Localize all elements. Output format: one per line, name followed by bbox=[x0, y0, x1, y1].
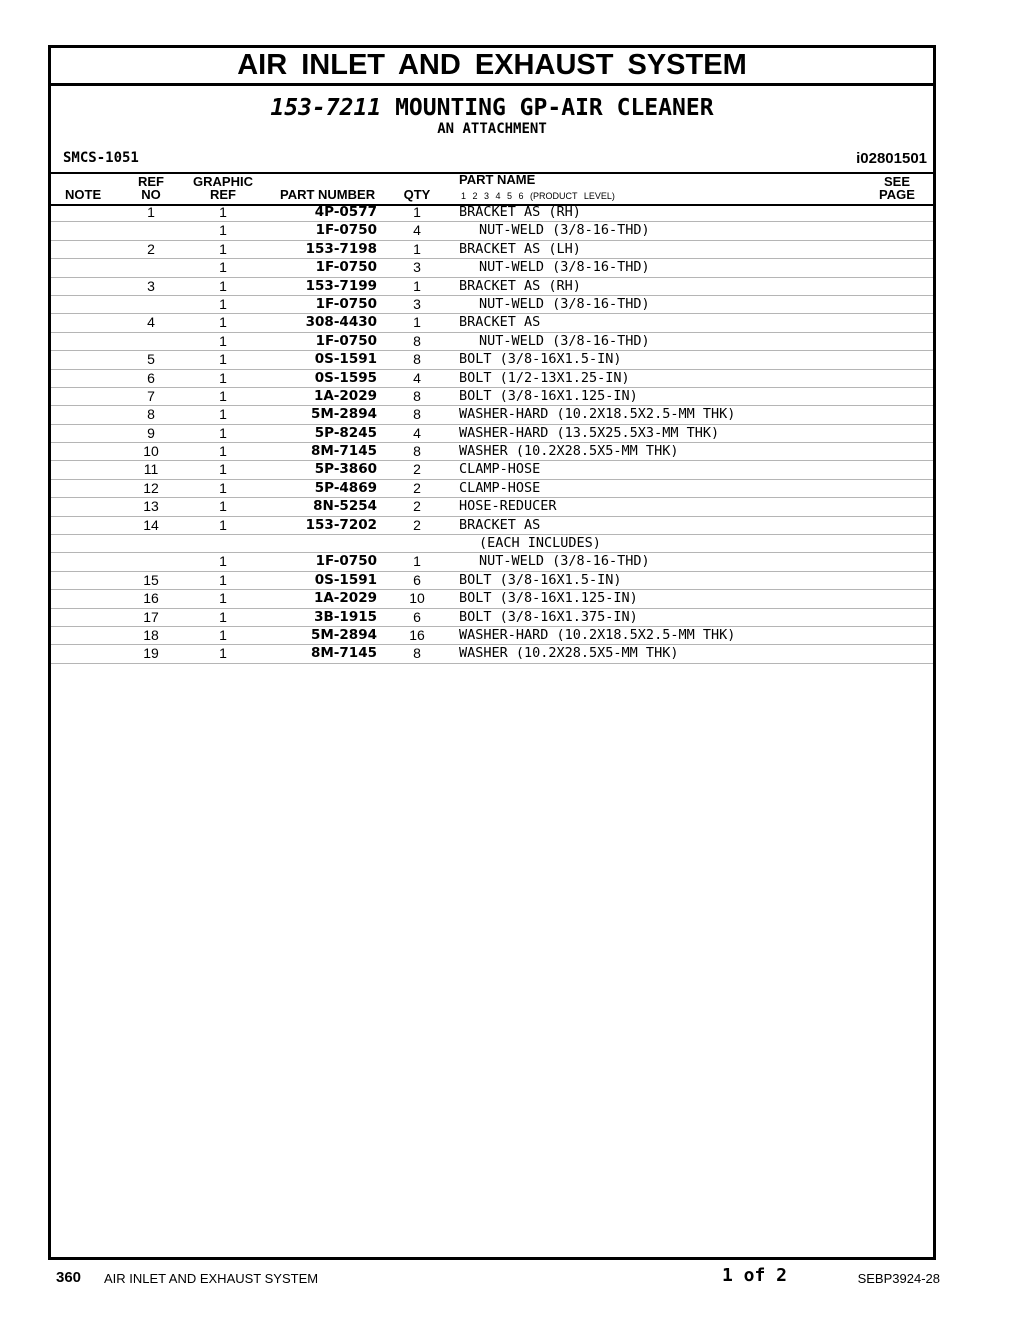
group-name: MOUNTING GP-AIR CLEANER bbox=[395, 95, 714, 121]
part-number: 1F-0750 bbox=[315, 222, 377, 239]
part-name: BOLT (1/2-13X1.25-IN) bbox=[459, 369, 630, 386]
part-number: 1F-0750 bbox=[315, 295, 377, 312]
quantity: 10 bbox=[409, 590, 425, 607]
part-number: 1F-0750 bbox=[315, 259, 377, 276]
attachment-label: AN ATTACHMENT bbox=[437, 121, 547, 137]
graphic-ref: 1 bbox=[219, 295, 227, 312]
part-number: 8N-5254 bbox=[313, 498, 377, 515]
graphic-ref: 1 bbox=[219, 240, 227, 257]
graphic-ref: 1 bbox=[219, 498, 227, 515]
part-number: 8M-7145 bbox=[310, 443, 377, 460]
quantity: 4 bbox=[413, 222, 421, 239]
page-frame bbox=[48, 45, 936, 1260]
header-part-number: PART NUMBER bbox=[280, 187, 376, 202]
table-row bbox=[51, 517, 933, 535]
graphic-ref: 1 bbox=[219, 461, 227, 478]
part-name: BRACKET AS bbox=[459, 516, 541, 533]
part-number: 5M-2894 bbox=[310, 406, 377, 423]
header-part-name: PART NAME bbox=[459, 172, 536, 187]
graphic-ref: 1 bbox=[219, 424, 227, 441]
ref-no: 19 bbox=[143, 645, 159, 662]
part-number: 4P-0577 bbox=[314, 204, 377, 220]
part-number: 308-4430 bbox=[305, 314, 377, 331]
ref-no: 8 bbox=[147, 406, 155, 423]
quantity: 6 bbox=[413, 571, 421, 588]
part-number: 0S-1595 bbox=[314, 369, 377, 386]
part-number: 153-7202 bbox=[305, 516, 377, 533]
illustration-id: i02801501 bbox=[856, 150, 927, 167]
ref-no: 3 bbox=[147, 277, 155, 294]
graphic-ref: 1 bbox=[219, 608, 227, 625]
part-name: BRACKET AS (LH) bbox=[459, 240, 581, 257]
parts-table-body bbox=[51, 204, 933, 664]
part-name: NUT-WELD (3/8-16-THD) bbox=[479, 222, 650, 239]
section-title: AIR INLET AND EXHAUST SYSTEM bbox=[51, 48, 933, 86]
part-name: WASHER (10.2X28.5X5-MM THK) bbox=[459, 443, 679, 460]
ref-no: 9 bbox=[147, 424, 155, 441]
table-row bbox=[51, 572, 933, 590]
quantity: 3 bbox=[413, 295, 421, 312]
header-ref-bottom: NO bbox=[141, 187, 161, 202]
ref-no: 18 bbox=[143, 626, 159, 643]
table-row bbox=[51, 406, 933, 424]
table-row bbox=[51, 609, 933, 627]
ref-no: 16 bbox=[143, 590, 159, 607]
table-row bbox=[51, 222, 933, 240]
table-row bbox=[51, 314, 933, 332]
part-name: NUT-WELD (3/8-16-THD) bbox=[479, 295, 650, 312]
part-number: 1A-2029 bbox=[313, 590, 377, 607]
table-row bbox=[51, 388, 933, 406]
graphic-ref: 1 bbox=[219, 277, 227, 294]
quantity: 8 bbox=[413, 645, 421, 662]
part-name: HOSE-REDUCER bbox=[459, 498, 557, 515]
part-name: BOLT (3/8-16X1.125-IN) bbox=[459, 590, 638, 607]
table-row bbox=[51, 498, 933, 516]
page-footer bbox=[56, 1262, 940, 1286]
part-number: 1F-0750 bbox=[315, 332, 377, 349]
part-number: 5M-2894 bbox=[310, 626, 377, 643]
part-name: BRACKET AS (RH) bbox=[459, 277, 581, 294]
table-row bbox=[51, 425, 933, 443]
graphic-ref: 1 bbox=[219, 479, 227, 496]
table-row bbox=[51, 278, 933, 296]
ref-no: 2 bbox=[147, 240, 155, 257]
header-ref-top: REF bbox=[138, 174, 164, 189]
ref-no: 5 bbox=[147, 351, 155, 368]
graphic-ref: 1 bbox=[219, 516, 227, 533]
part-name: BOLT (3/8-16X1.375-IN) bbox=[459, 608, 638, 625]
quantity: 3 bbox=[413, 259, 421, 276]
graphic-ref: 1 bbox=[219, 259, 227, 276]
quantity: 8 bbox=[413, 387, 421, 404]
table-row bbox=[51, 480, 933, 498]
part-number: 0S-1591 bbox=[314, 571, 377, 588]
quantity: 1 bbox=[413, 277, 421, 294]
part-number: 8M-7145 bbox=[310, 645, 377, 662]
footer-title: AIR INLET AND EXHAUST SYSTEM bbox=[104, 1271, 319, 1286]
part-name: NUT-WELD (3/8-16-THD) bbox=[479, 259, 650, 276]
part-name: (EACH INCLUDES) bbox=[479, 535, 601, 552]
ref-no: 12 bbox=[143, 479, 159, 496]
graphic-ref: 1 bbox=[219, 387, 227, 404]
part-number: 1F-0750 bbox=[315, 553, 377, 570]
table-row bbox=[51, 351, 933, 369]
quantity: 1 bbox=[413, 314, 421, 331]
table-row bbox=[51, 259, 933, 277]
part-number: 153-7199 bbox=[305, 277, 377, 294]
graphic-ref: 1 bbox=[219, 626, 227, 643]
header-see-bottom: PAGE bbox=[879, 187, 915, 202]
header-graphic-top: GRAPHIC bbox=[193, 174, 253, 189]
part-name: BOLT (3/8-16X1.5-IN) bbox=[459, 571, 622, 588]
graphic-ref: 1 bbox=[219, 369, 227, 386]
part-name: BOLT (3/8-16X1.5-IN) bbox=[459, 351, 622, 368]
part-number: 5P-3860 bbox=[314, 461, 377, 478]
graphic-ref: 1 bbox=[219, 204, 227, 220]
quantity: 1 bbox=[413, 553, 421, 570]
graphic-ref: 1 bbox=[219, 590, 227, 607]
quantity: 2 bbox=[413, 479, 421, 496]
part-name: NUT-WELD (3/8-16-THD) bbox=[479, 553, 650, 570]
graphic-ref: 1 bbox=[219, 332, 227, 349]
header-see-top: SEE bbox=[883, 174, 910, 189]
ref-no: 13 bbox=[143, 498, 159, 515]
graphic-ref: 1 bbox=[219, 571, 227, 588]
ref-no: 6 bbox=[147, 369, 155, 386]
quantity: 8 bbox=[413, 332, 421, 349]
graphic-ref: 1 bbox=[219, 443, 227, 460]
part-name: WASHER (10.2X28.5X5-MM THK) bbox=[459, 645, 679, 662]
group-part-number: 153-7211 bbox=[270, 95, 382, 121]
table-row bbox=[51, 443, 933, 461]
ref-no: 15 bbox=[143, 571, 159, 588]
quantity: 1 bbox=[413, 204, 421, 220]
table-row bbox=[51, 590, 933, 608]
ref-no: 11 bbox=[143, 461, 159, 478]
meta-line bbox=[63, 150, 927, 170]
table-row bbox=[51, 333, 933, 351]
quantity: 1 bbox=[413, 240, 421, 257]
footer-page-of: 1 of 2 bbox=[722, 1265, 788, 1286]
part-number: 0S-1591 bbox=[314, 351, 377, 368]
table-row bbox=[51, 370, 933, 388]
header-note: NOTE bbox=[65, 187, 102, 202]
footer-doc-number: SEBP3924-28 bbox=[857, 1271, 940, 1286]
smcs-code: SMCS-1051 bbox=[63, 150, 139, 166]
table-row bbox=[51, 204, 933, 222]
header-product-levels: 1 2 3 4 5 6 (PRODUCT LEVEL) bbox=[461, 191, 615, 201]
quantity: 4 bbox=[413, 369, 421, 386]
part-name: WASHER-HARD (13.5X25.5X3-MM THK) bbox=[459, 424, 720, 441]
part-name: CLAMP-HOSE bbox=[459, 461, 541, 478]
ref-no: 14 bbox=[143, 516, 159, 533]
table-row bbox=[51, 627, 933, 645]
graphic-ref: 1 bbox=[219, 314, 227, 331]
graphic-ref: 1 bbox=[219, 222, 227, 239]
graphic-ref: 1 bbox=[219, 645, 227, 662]
graphic-ref: 1 bbox=[219, 351, 227, 368]
quantity: 2 bbox=[413, 516, 421, 533]
graphic-ref: 1 bbox=[219, 406, 227, 423]
quantity: 2 bbox=[413, 498, 421, 515]
part-number: 5P-4869 bbox=[314, 479, 377, 496]
quantity: 8 bbox=[413, 443, 421, 460]
part-name: BRACKET AS bbox=[459, 314, 541, 331]
quantity: 4 bbox=[413, 424, 421, 441]
ref-no: 1 bbox=[147, 204, 155, 220]
group-title bbox=[51, 96, 933, 120]
quantity: 8 bbox=[413, 406, 421, 423]
ref-no: 10 bbox=[143, 443, 159, 460]
table-header bbox=[51, 172, 933, 206]
part-name: NUT-WELD (3/8-16-THD) bbox=[479, 332, 650, 349]
graphic-ref: 1 bbox=[219, 553, 227, 570]
part-name: CLAMP-HOSE bbox=[459, 479, 541, 496]
table-row bbox=[51, 241, 933, 259]
quantity: 6 bbox=[413, 608, 421, 625]
part-number: 3B-1915 bbox=[314, 608, 377, 625]
header-qty: QTY bbox=[403, 187, 431, 202]
footer-page-number: 360 bbox=[56, 1269, 82, 1286]
table-row bbox=[51, 535, 933, 553]
part-number: 1A-2029 bbox=[313, 387, 377, 404]
table-row bbox=[51, 461, 933, 479]
quantity: 16 bbox=[409, 626, 425, 643]
part-name: WASHER-HARD (10.2X18.5X2.5-MM THK) bbox=[459, 406, 736, 423]
ref-no: 7 bbox=[147, 387, 155, 404]
table-row bbox=[51, 553, 933, 571]
part-number: 153-7198 bbox=[305, 240, 377, 257]
part-number: 5P-8245 bbox=[314, 424, 377, 441]
quantity: 8 bbox=[413, 351, 421, 368]
ref-no: 4 bbox=[147, 314, 155, 331]
ref-no: 17 bbox=[143, 608, 159, 625]
part-name: BOLT (3/8-16X1.125-IN) bbox=[459, 387, 638, 404]
header-graphic-bottom: REF bbox=[210, 187, 236, 202]
quantity: 2 bbox=[413, 461, 421, 478]
table-row bbox=[51, 645, 933, 663]
table-row bbox=[51, 296, 933, 314]
part-name: WASHER-HARD (10.2X18.5X2.5-MM THK) bbox=[459, 626, 736, 643]
part-name: BRACKET AS (RH) bbox=[459, 204, 581, 220]
